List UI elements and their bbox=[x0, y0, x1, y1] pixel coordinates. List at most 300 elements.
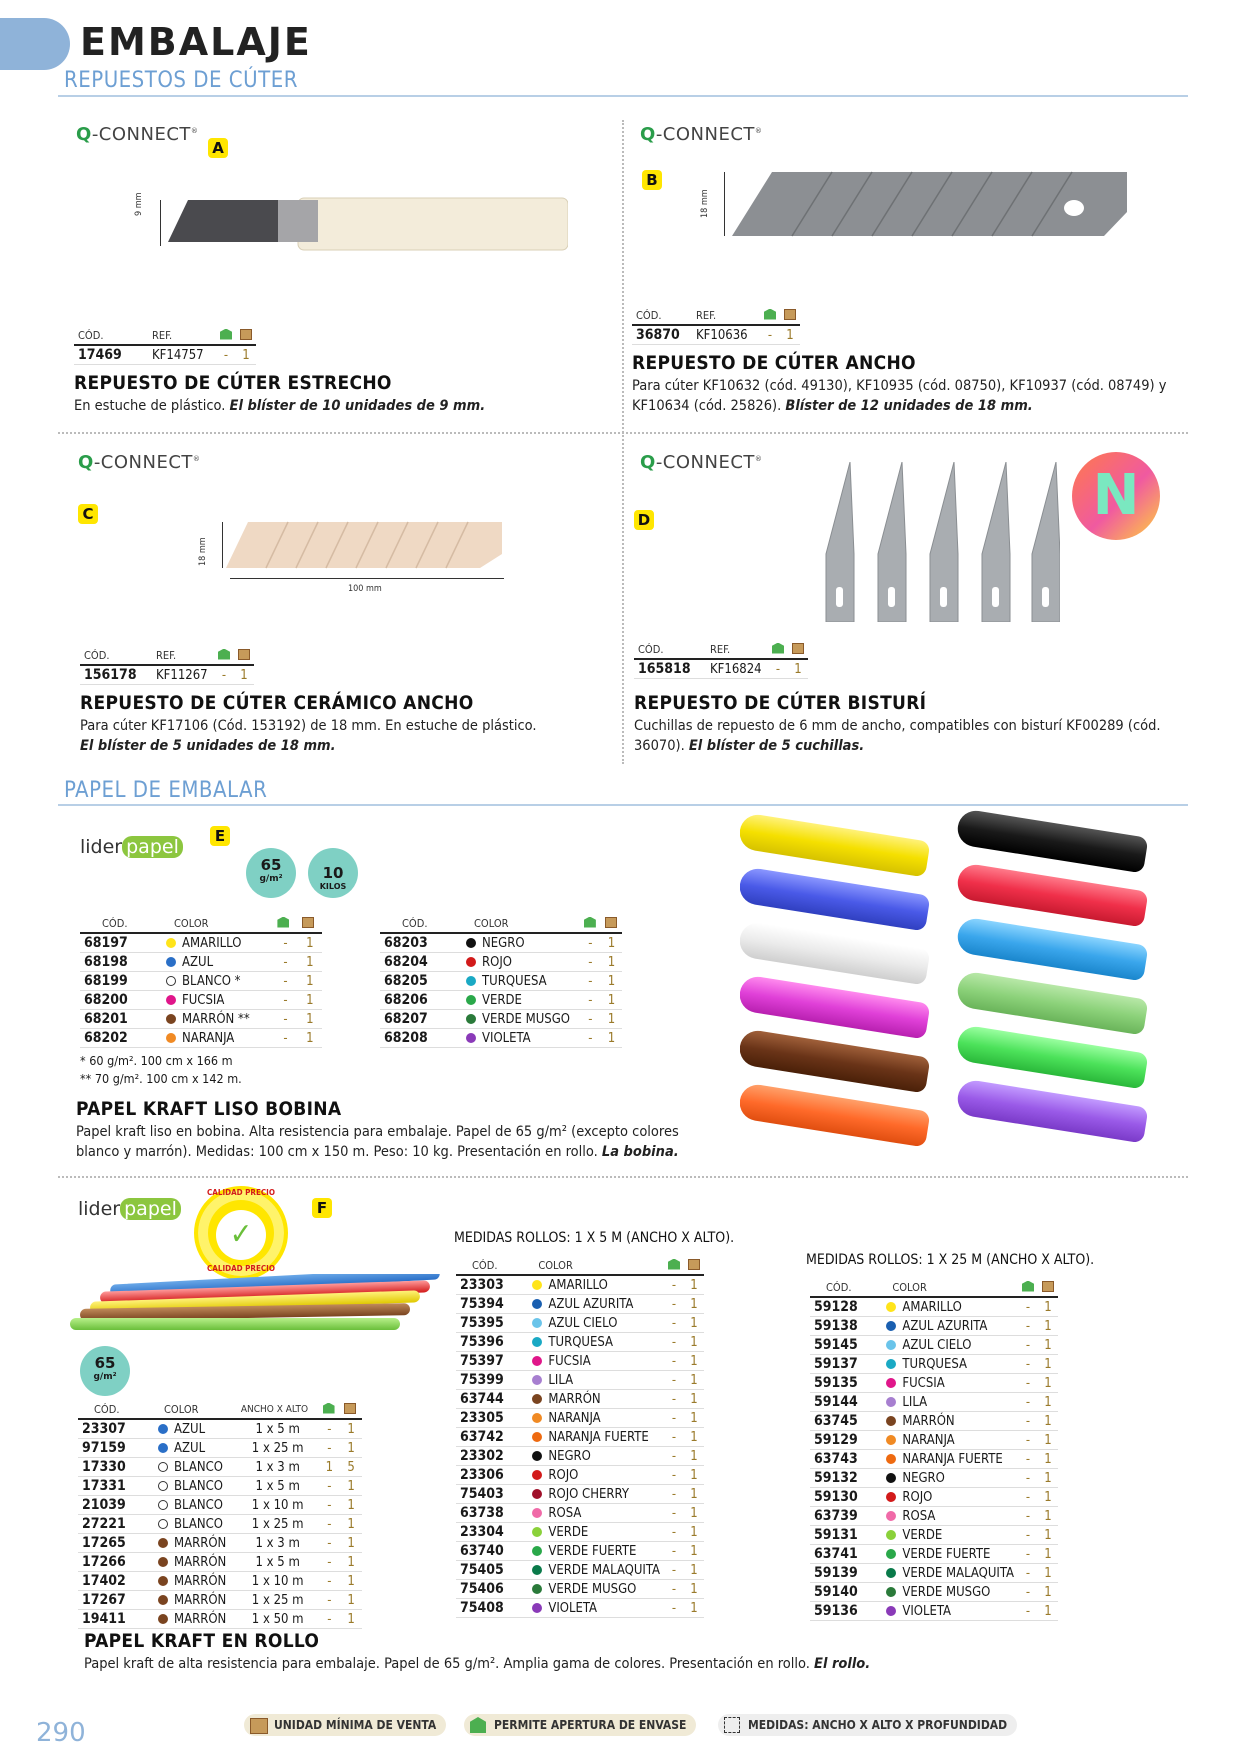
legend-min-unit: UNIDAD MÍNIMA DE VENTA bbox=[244, 1714, 446, 1736]
product-code: 68203 bbox=[380, 933, 462, 953]
open-pack-value: - bbox=[664, 1275, 684, 1295]
color-name: NARANJA bbox=[548, 1410, 601, 1426]
color-dot bbox=[532, 1318, 542, 1328]
product-title: REPUESTO DE CÚTER ESTRECHO bbox=[74, 372, 392, 394]
color-cell bbox=[528, 1466, 664, 1485]
color-cell bbox=[162, 953, 273, 972]
product-code: 17266 bbox=[78, 1553, 154, 1572]
product-d-table bbox=[634, 640, 808, 679]
dimension-line bbox=[222, 522, 223, 568]
cutter-blade-wide-image bbox=[732, 170, 1132, 240]
min-unit-value: 1 bbox=[684, 1275, 704, 1295]
min-unit-value: 1 bbox=[340, 1610, 362, 1629]
product-code: 17331 bbox=[78, 1477, 154, 1496]
legend-open-pack: PERMITE APERTURA DE ENVASE bbox=[464, 1714, 696, 1736]
color-dot bbox=[466, 938, 476, 948]
min-unit-value: 1 bbox=[1038, 1355, 1058, 1374]
open-pack-value: - bbox=[319, 1439, 341, 1458]
color-dot bbox=[886, 1454, 896, 1464]
min-unit-value: 1 bbox=[601, 933, 622, 953]
open-pack-value: - bbox=[319, 1534, 341, 1553]
color-name: BLANCO * bbox=[182, 973, 241, 989]
size-cell: 1 x 5 m bbox=[237, 1553, 319, 1572]
size-cell: 1 x 5 m bbox=[237, 1477, 319, 1496]
color-name: TURQUESA bbox=[902, 1356, 968, 1372]
color-dot bbox=[166, 938, 176, 948]
color-name: VERDE MALAQUITA bbox=[902, 1565, 1014, 1581]
table-row bbox=[810, 1297, 1058, 1317]
dimension-line bbox=[724, 172, 725, 236]
color-cell bbox=[162, 933, 273, 953]
open-pack-value: - bbox=[1018, 1526, 1038, 1545]
color-dot bbox=[166, 1033, 176, 1043]
min-unit-value: 1 bbox=[601, 953, 622, 972]
open-pack-value: - bbox=[319, 1419, 341, 1439]
color-name: AZUL AZURITA bbox=[902, 1318, 988, 1334]
product-code: 63744 bbox=[456, 1390, 528, 1409]
product-code: 59145 bbox=[810, 1336, 882, 1355]
min-unit-value: 1 bbox=[684, 1504, 704, 1523]
size-cell: 1 x 10 m bbox=[237, 1496, 319, 1515]
product-ref: KF11267 bbox=[152, 665, 214, 685]
color-cell bbox=[154, 1439, 237, 1458]
table-row bbox=[78, 1515, 362, 1534]
color-name: AMARILLO bbox=[548, 1277, 608, 1293]
table-row bbox=[456, 1561, 704, 1580]
color-dot bbox=[532, 1299, 542, 1309]
open-pack-value: - bbox=[1018, 1488, 1038, 1507]
color-cell bbox=[462, 1029, 580, 1048]
product-code: 68198 bbox=[80, 953, 162, 972]
open-pack-value: - bbox=[664, 1485, 684, 1504]
color-cell bbox=[162, 1010, 273, 1029]
table-row bbox=[80, 991, 322, 1010]
col-cod: CÓD. bbox=[80, 914, 162, 933]
color-dot bbox=[532, 1356, 542, 1366]
color-dot bbox=[532, 1375, 542, 1385]
table-row bbox=[810, 1602, 1058, 1621]
min-unit-value: 1 bbox=[684, 1599, 704, 1618]
open-pack-value: - bbox=[1018, 1355, 1038, 1374]
color-cell bbox=[462, 933, 580, 953]
open-pack-value: - bbox=[664, 1314, 684, 1333]
product-code: 75396 bbox=[456, 1333, 528, 1352]
min-unit-value: 1 bbox=[684, 1352, 704, 1371]
color-name: MARRÓN ** bbox=[182, 1011, 250, 1027]
product-code: 17330 bbox=[78, 1458, 154, 1477]
product-code: 59136 bbox=[810, 1602, 882, 1621]
product-code: 68201 bbox=[80, 1010, 162, 1029]
col-color: COLOR bbox=[154, 1400, 237, 1419]
table-row bbox=[78, 1458, 362, 1477]
min-unit-icon bbox=[234, 646, 254, 665]
min-unit-value: 1 bbox=[298, 953, 322, 972]
open-pack-value: - bbox=[664, 1409, 684, 1428]
min-unit-icon bbox=[601, 914, 622, 933]
grammage-badge: 65 g/m² bbox=[246, 848, 296, 898]
min-unit-value: 1 bbox=[780, 325, 800, 345]
table-row bbox=[810, 1545, 1058, 1564]
product-title: REPUESTO DE CÚTER ANCHO bbox=[632, 352, 916, 374]
table-row bbox=[810, 1431, 1058, 1450]
product-code: 68205 bbox=[380, 972, 462, 991]
table-row bbox=[810, 1355, 1058, 1374]
color-dot bbox=[886, 1549, 896, 1559]
open-pack-value: 1 bbox=[319, 1458, 341, 1477]
color-cell bbox=[528, 1333, 664, 1352]
open-pack-value: - bbox=[1018, 1545, 1038, 1564]
col-ref: REF. bbox=[148, 326, 216, 345]
color-dot bbox=[886, 1511, 896, 1521]
open-pack-value: - bbox=[580, 933, 601, 953]
product-code: 59131 bbox=[810, 1526, 882, 1545]
table-row bbox=[810, 1393, 1058, 1412]
color-dot bbox=[466, 976, 476, 986]
col-cod: CÓD. bbox=[456, 1256, 528, 1275]
min-unit-value: 1 bbox=[1038, 1488, 1058, 1507]
table-row bbox=[810, 1469, 1058, 1488]
product-code: 17265 bbox=[78, 1534, 154, 1553]
table-row bbox=[78, 1610, 362, 1629]
open-pack-value: - bbox=[664, 1580, 684, 1599]
min-unit-value: 1 bbox=[601, 972, 622, 991]
liderpapel-logo: lider papel bbox=[80, 836, 183, 858]
min-unit-icon bbox=[298, 914, 322, 933]
color-dot bbox=[166, 995, 176, 1005]
color-dot bbox=[886, 1302, 896, 1312]
checkmark-icon: ✓ bbox=[216, 1210, 266, 1260]
color-name: AZUL bbox=[174, 1440, 206, 1456]
product-b-table bbox=[632, 306, 800, 345]
product-code: 59135 bbox=[810, 1374, 882, 1393]
size-cell: 1 x 25 m bbox=[237, 1439, 319, 1458]
section-divider bbox=[58, 95, 1188, 97]
color-name: AZUL bbox=[174, 1421, 206, 1437]
min-unit-value: 1 bbox=[684, 1295, 704, 1314]
dimension-line bbox=[160, 200, 161, 246]
color-cell bbox=[154, 1496, 237, 1515]
product-c-table bbox=[80, 646, 254, 685]
product-code: 59138 bbox=[810, 1317, 882, 1336]
color-name: AZUL CIELO bbox=[548, 1315, 618, 1331]
color-name: TURQUESA bbox=[482, 973, 547, 989]
dimension-label: 18 mm bbox=[198, 537, 208, 566]
table-row bbox=[810, 1526, 1058, 1545]
color-cell bbox=[462, 972, 580, 991]
color-name: TURQUESA bbox=[548, 1334, 614, 1350]
product-f-table-2 bbox=[456, 1256, 704, 1618]
color-cell bbox=[882, 1507, 1018, 1526]
table-row bbox=[78, 1553, 362, 1572]
min-unit-value: 1 bbox=[234, 665, 254, 685]
open-pack-icon bbox=[319, 1400, 341, 1419]
dimension-label: 100 mm bbox=[348, 584, 382, 594]
min-unit-value: 1 bbox=[340, 1572, 362, 1591]
min-unit-value: 1 bbox=[684, 1428, 704, 1447]
color-dot bbox=[466, 1033, 476, 1043]
open-pack-value: - bbox=[664, 1561, 684, 1580]
color-cell bbox=[154, 1553, 237, 1572]
color-name: MARRÓN bbox=[174, 1535, 227, 1551]
open-pack-value: - bbox=[580, 991, 601, 1010]
color-name: NARANJA bbox=[182, 1030, 235, 1046]
min-unit-value: 1 bbox=[340, 1534, 362, 1553]
color-name: MARRÓN bbox=[174, 1554, 227, 1570]
size-cell: 1 x 3 m bbox=[237, 1458, 319, 1477]
min-unit-value: 1 bbox=[1038, 1602, 1058, 1621]
open-pack-value: - bbox=[216, 345, 236, 365]
open-pack-value: - bbox=[1018, 1336, 1038, 1355]
size-cell: 1 x 25 m bbox=[237, 1515, 319, 1534]
min-unit-value: 1 bbox=[1038, 1431, 1058, 1450]
color-cell bbox=[528, 1409, 664, 1428]
col-cod: CÓD. bbox=[78, 1400, 154, 1419]
paper-rolls-image bbox=[740, 808, 1160, 1168]
table-row bbox=[78, 1534, 362, 1553]
product-code: 75408 bbox=[456, 1599, 528, 1618]
min-unit-value: 1 bbox=[601, 991, 622, 1010]
color-cell bbox=[528, 1275, 664, 1295]
color-cell bbox=[882, 1297, 1018, 1317]
product-code: 63742 bbox=[456, 1428, 528, 1447]
color-dot bbox=[532, 1337, 542, 1347]
open-pack-value: - bbox=[1018, 1602, 1038, 1621]
color-name: VIOLETA bbox=[548, 1600, 598, 1616]
color-cell bbox=[528, 1447, 664, 1466]
min-unit-value: 1 bbox=[684, 1466, 704, 1485]
min-unit-value: 1 bbox=[340, 1515, 362, 1534]
table-row bbox=[810, 1317, 1058, 1336]
color-dot bbox=[166, 957, 176, 967]
open-pack-value: - bbox=[273, 991, 297, 1010]
weight-badge: 10 KILOS bbox=[308, 848, 358, 898]
table-row bbox=[380, 1029, 622, 1048]
open-pack-value: - bbox=[1018, 1374, 1038, 1393]
color-cell bbox=[528, 1371, 664, 1390]
color-cell bbox=[528, 1390, 664, 1409]
open-pack-icon bbox=[760, 306, 780, 325]
min-unit-value: 1 bbox=[298, 972, 322, 991]
product-code: 68197 bbox=[80, 933, 162, 953]
color-cell bbox=[882, 1431, 1018, 1450]
color-dot bbox=[532, 1565, 542, 1575]
product-f-table-3 bbox=[810, 1278, 1058, 1621]
color-dot bbox=[532, 1432, 542, 1442]
col-color: COLOR bbox=[162, 914, 273, 933]
product-code: 75397 bbox=[456, 1352, 528, 1371]
table-row bbox=[456, 1580, 704, 1599]
color-dot bbox=[532, 1413, 542, 1423]
color-cell bbox=[882, 1488, 1018, 1507]
color-dot bbox=[466, 1014, 476, 1024]
open-pack-value: - bbox=[664, 1352, 684, 1371]
quality-price-seal bbox=[194, 1186, 288, 1280]
color-cell bbox=[154, 1591, 237, 1610]
color-dot bbox=[886, 1606, 896, 1616]
table-row bbox=[456, 1599, 704, 1618]
open-pack-icon bbox=[216, 326, 236, 345]
open-pack-value: - bbox=[319, 1572, 341, 1591]
color-cell bbox=[528, 1504, 664, 1523]
color-name: AZUL CIELO bbox=[902, 1337, 972, 1353]
row-divider bbox=[58, 432, 1188, 434]
color-dot bbox=[532, 1546, 542, 1556]
open-pack-value: - bbox=[664, 1542, 684, 1561]
open-pack-value: - bbox=[273, 1029, 297, 1048]
color-dot bbox=[158, 1519, 168, 1529]
col-color: COLOR bbox=[528, 1256, 664, 1275]
col-cod: CÓD. bbox=[74, 326, 148, 345]
min-unit-value: 1 bbox=[340, 1477, 362, 1496]
col-ref: REF. bbox=[706, 640, 768, 659]
dimension-label: 18 mm bbox=[700, 189, 710, 218]
color-dot bbox=[886, 1473, 896, 1483]
color-cell bbox=[882, 1469, 1018, 1488]
product-code: 21039 bbox=[78, 1496, 154, 1515]
product-badge-d: D bbox=[634, 510, 654, 530]
table-row bbox=[380, 972, 622, 991]
color-name: VERDE MALAQUITA bbox=[548, 1562, 660, 1578]
min-unit-value: 1 bbox=[1038, 1545, 1058, 1564]
min-unit-value: 1 bbox=[1038, 1412, 1058, 1431]
color-dot bbox=[466, 995, 476, 1005]
table-row bbox=[456, 1333, 704, 1352]
color-dot bbox=[166, 1014, 176, 1024]
min-unit-value: 1 bbox=[1038, 1317, 1058, 1336]
product-ref: KF16824 bbox=[706, 659, 768, 679]
open-pack-value: - bbox=[273, 933, 297, 953]
size-cell: 1 x 50 m bbox=[237, 1610, 319, 1629]
product-badge-c: C bbox=[78, 504, 98, 524]
open-pack-icon bbox=[580, 914, 601, 933]
color-cell bbox=[882, 1412, 1018, 1431]
product-description: Para cúter KF17106 (Cód. 153192) de 18 mm. En estuche de plástico. El blíster de 5 unidades de 18 mm. bbox=[80, 718, 537, 754]
open-pack-value: - bbox=[664, 1295, 684, 1314]
min-unit-value: 1 bbox=[684, 1485, 704, 1504]
color-name: VIOLETA bbox=[902, 1603, 952, 1619]
min-unit-value: 1 bbox=[684, 1561, 704, 1580]
color-cell bbox=[882, 1583, 1018, 1602]
col-ref: REF. bbox=[692, 306, 760, 325]
product-code: 68199 bbox=[80, 972, 162, 991]
open-pack-value: - bbox=[664, 1599, 684, 1618]
color-name: MARRÓN bbox=[174, 1573, 227, 1589]
color-name: ROJO bbox=[482, 954, 512, 970]
color-cell bbox=[162, 972, 273, 991]
min-unit-value: 1 bbox=[684, 1580, 704, 1599]
color-dot bbox=[158, 1595, 168, 1605]
open-pack-value: - bbox=[1018, 1507, 1038, 1526]
product-code: 75403 bbox=[456, 1485, 528, 1504]
color-cell bbox=[528, 1599, 664, 1618]
table-row bbox=[810, 1336, 1058, 1355]
product-code: 63738 bbox=[456, 1504, 528, 1523]
product-code: 63741 bbox=[810, 1545, 882, 1564]
color-name: MARRÓN bbox=[548, 1391, 601, 1407]
color-name: VERDE MUSGO bbox=[548, 1581, 637, 1597]
color-cell bbox=[882, 1393, 1018, 1412]
min-unit-value: 1 bbox=[684, 1409, 704, 1428]
color-dot bbox=[532, 1394, 542, 1404]
open-pack-value: - bbox=[664, 1523, 684, 1542]
table-row bbox=[380, 991, 622, 1010]
color-cell bbox=[162, 1029, 273, 1048]
table-row bbox=[810, 1564, 1058, 1583]
min-unit-value: 1 bbox=[298, 1010, 322, 1029]
size-cell: 1 x 10 m bbox=[237, 1572, 319, 1591]
min-unit-value: 1 bbox=[340, 1496, 362, 1515]
min-unit-value: 1 bbox=[340, 1553, 362, 1572]
dimensions-icon bbox=[724, 1717, 740, 1733]
product-description: Cuchillas de repuesto de 6 mm de ancho, compatibles con bisturí KF00289 (cód. 36070). El blíster de 5 cuchillas. bbox=[634, 718, 1161, 754]
color-dot bbox=[158, 1443, 168, 1453]
table-row bbox=[456, 1314, 704, 1333]
min-unit-value: 1 bbox=[1038, 1564, 1058, 1583]
product-code: 97159 bbox=[78, 1439, 154, 1458]
min-unit-icon bbox=[788, 640, 808, 659]
product-f-table-1 bbox=[78, 1400, 362, 1629]
color-cell bbox=[882, 1545, 1018, 1564]
color-cell bbox=[154, 1458, 237, 1477]
min-unit-value: 1 bbox=[684, 1314, 704, 1333]
open-pack-icon bbox=[273, 914, 297, 933]
color-name: AZUL bbox=[182, 954, 214, 970]
color-dot bbox=[886, 1568, 896, 1578]
ceramic-blade-image bbox=[226, 520, 516, 572]
color-name: NARANJA bbox=[902, 1432, 955, 1448]
min-unit-value: 1 bbox=[298, 991, 322, 1010]
open-box-icon bbox=[470, 1717, 486, 1733]
product-code: 63745 bbox=[810, 1412, 882, 1431]
product-code: 27221 bbox=[78, 1515, 154, 1534]
open-pack-value: - bbox=[664, 1428, 684, 1447]
color-name: FUCSIA bbox=[548, 1353, 591, 1369]
min-unit-value: 1 bbox=[340, 1591, 362, 1610]
color-name: ROSA bbox=[548, 1505, 582, 1521]
min-unit-value: 1 bbox=[1038, 1393, 1058, 1412]
product-code: 68202 bbox=[80, 1029, 162, 1048]
color-dot bbox=[886, 1397, 896, 1407]
open-pack-value: - bbox=[319, 1553, 341, 1572]
seal-text: CALIDAD PRECIO bbox=[207, 1188, 275, 1197]
section-title-paper: PAPEL DE EMBALAR bbox=[64, 778, 268, 803]
color-cell bbox=[882, 1336, 1018, 1355]
color-cell bbox=[154, 1515, 237, 1534]
color-dot bbox=[886, 1321, 896, 1331]
color-cell bbox=[528, 1561, 664, 1580]
size-cell: 1 x 25 m bbox=[237, 1591, 319, 1610]
legend-dimensions: MEDIDAS: ANCHO X ALTO X PROFUNDIDAD bbox=[718, 1714, 1017, 1736]
table-row bbox=[456, 1485, 704, 1504]
dimension-line bbox=[230, 578, 504, 579]
min-unit-value: 1 bbox=[1038, 1297, 1058, 1317]
color-name: LILA bbox=[548, 1372, 574, 1388]
table-row bbox=[456, 1275, 704, 1295]
col-ref: REF. bbox=[152, 646, 214, 665]
product-code: 63743 bbox=[810, 1450, 882, 1469]
product-badge-f: F bbox=[312, 1198, 332, 1218]
open-pack-icon bbox=[664, 1256, 684, 1275]
open-pack-value: - bbox=[580, 1029, 601, 1048]
min-unit-value: 1 bbox=[1038, 1526, 1058, 1545]
table-row bbox=[80, 933, 322, 953]
min-unit-icon bbox=[236, 326, 256, 345]
min-unit-value: 1 bbox=[1038, 1374, 1058, 1393]
open-pack-value: - bbox=[768, 659, 788, 679]
product-code: 156178 bbox=[80, 665, 152, 685]
min-unit-value: 1 bbox=[684, 1333, 704, 1352]
color-dot bbox=[158, 1462, 168, 1472]
